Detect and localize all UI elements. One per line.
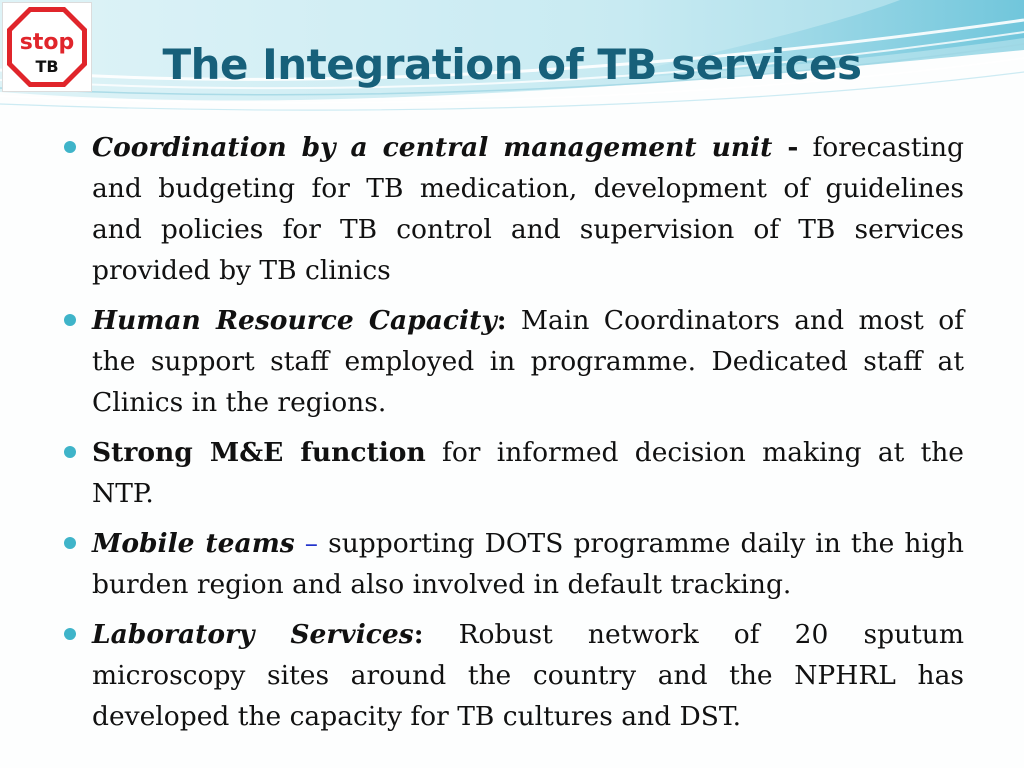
bullet-dot-icon bbox=[64, 537, 76, 549]
bullet-dot-icon bbox=[64, 628, 76, 640]
bullet-laboratory bbox=[62, 614, 964, 737]
bullet-dot-icon bbox=[64, 314, 76, 326]
bullet-me-function bbox=[62, 432, 964, 514]
bullet-separator: – bbox=[294, 528, 319, 559]
bullet-human-resource bbox=[62, 300, 964, 423]
bullet-separator: : bbox=[496, 305, 507, 336]
bullet-separator: - bbox=[772, 132, 799, 163]
bullet-lead: Mobile teams bbox=[92, 528, 295, 559]
bullet-lead: Coordination by a central management unit bbox=[92, 132, 773, 163]
bullet-coordination bbox=[62, 127, 964, 291]
bullet-list bbox=[62, 127, 964, 746]
svg-text:stop: stop bbox=[19, 30, 75, 55]
bullet-lead: Laboratory Services bbox=[92, 619, 414, 650]
bullet-mobile-teams bbox=[62, 523, 964, 605]
bullet-dot-icon bbox=[64, 446, 76, 458]
bullet-text: Robust network of 20 sputum microscopy sites around the country and the NPHRL has developed the capacity for TB cultures and DST. bbox=[92, 619, 964, 732]
bullet-text: for informed decision making at the NTP. bbox=[92, 437, 964, 509]
bullet-text: supporting DOTS programme daily in the high burden region and also involved in default tracking. bbox=[92, 528, 964, 600]
bullet-lead: Strong M&E function bbox=[92, 437, 426, 468]
bullet-text: Main Coordinators and most of the support staff employed in programme. Dedicated staff at Clinics in the regions. bbox=[92, 305, 964, 418]
bullet-lead: Human Resource Capacity bbox=[92, 305, 497, 336]
bullet-text: forecasting and budgeting for TB medication, development of guidelines and policies for TB control and supervision of TB services provided by TB clinics bbox=[92, 132, 964, 286]
svg-text:TB: TB bbox=[35, 57, 59, 76]
bullet-dot-icon bbox=[64, 141, 76, 153]
bullet-separator: : bbox=[413, 619, 424, 650]
slide-title: The Integration of TB services bbox=[162, 40, 862, 89]
